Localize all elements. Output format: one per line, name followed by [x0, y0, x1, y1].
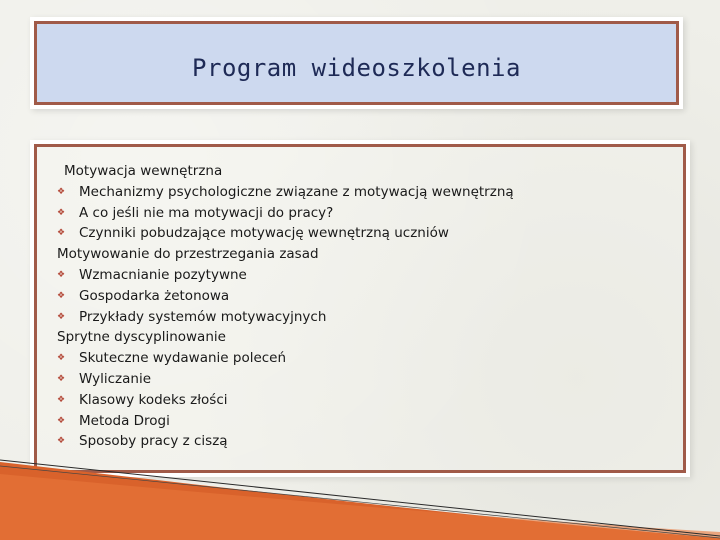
line-text: Motywowanie do przestrzegania zasad — [57, 246, 319, 263]
list-item — [57, 431, 228, 451]
bullet-icon: ❖ — [57, 353, 66, 364]
line-text: Sprytne dyscyplinowanie — [57, 329, 226, 346]
list-item — [57, 286, 229, 306]
bullet-icon: ❖ — [57, 394, 66, 405]
bullet-icon: ❖ — [57, 186, 66, 197]
slide-title: Program wideoszkolenia — [192, 54, 521, 82]
bullet-icon: ❖ — [57, 270, 66, 280]
line-text: Sposoby pracy z ciszą — [79, 433, 228, 450]
list-item — [57, 265, 247, 285]
line-text: Mechanizmy psychologiczne związane z motywacją wewnętrzną — [79, 183, 514, 200]
content-panel — [34, 144, 686, 473]
list-item — [57, 348, 286, 368]
list-item — [57, 307, 326, 327]
line-text: Przykłady systemów motywacyjnych — [79, 308, 327, 325]
section-heading — [57, 244, 319, 264]
list-item — [57, 411, 170, 431]
bullet-icon: ❖ — [57, 374, 66, 384]
line-text: Klasowy kodeks złości — [79, 391, 228, 408]
bullet-icon: ❖ — [57, 415, 66, 426]
list-item — [57, 369, 151, 389]
line-text: Wyliczanie — [79, 371, 151, 387]
bullet-icon: ❖ — [57, 228, 66, 239]
line-text: Motywacja wewnętrzna — [64, 163, 223, 179]
list-item — [57, 390, 228, 410]
line-text: Skuteczne wydawanie poleceń — [79, 350, 287, 367]
bullet-icon: ❖ — [57, 436, 66, 447]
title-panel — [34, 21, 679, 105]
section-heading — [57, 327, 226, 347]
list-item — [57, 182, 514, 202]
line-text: Gospodarka żetonowa — [79, 287, 230, 304]
bullet-icon: ❖ — [57, 311, 66, 322]
decorative-swoosh — [0, 452, 720, 540]
line-text: Czynniki pobudzające motywację wewnętrzną uczniów — [79, 225, 449, 242]
line-text: A co jeśli nie ma motywacji do pracy? — [79, 204, 334, 221]
list-item — [57, 223, 449, 243]
bullet-icon: ❖ — [57, 207, 66, 218]
line-text: Metoda Drogi — [79, 412, 170, 429]
bullet-icon: ❖ — [57, 290, 66, 301]
line-text: Wzmacnianie pozytywne — [79, 267, 247, 283]
list-item — [57, 203, 333, 223]
section-heading — [64, 161, 222, 181]
